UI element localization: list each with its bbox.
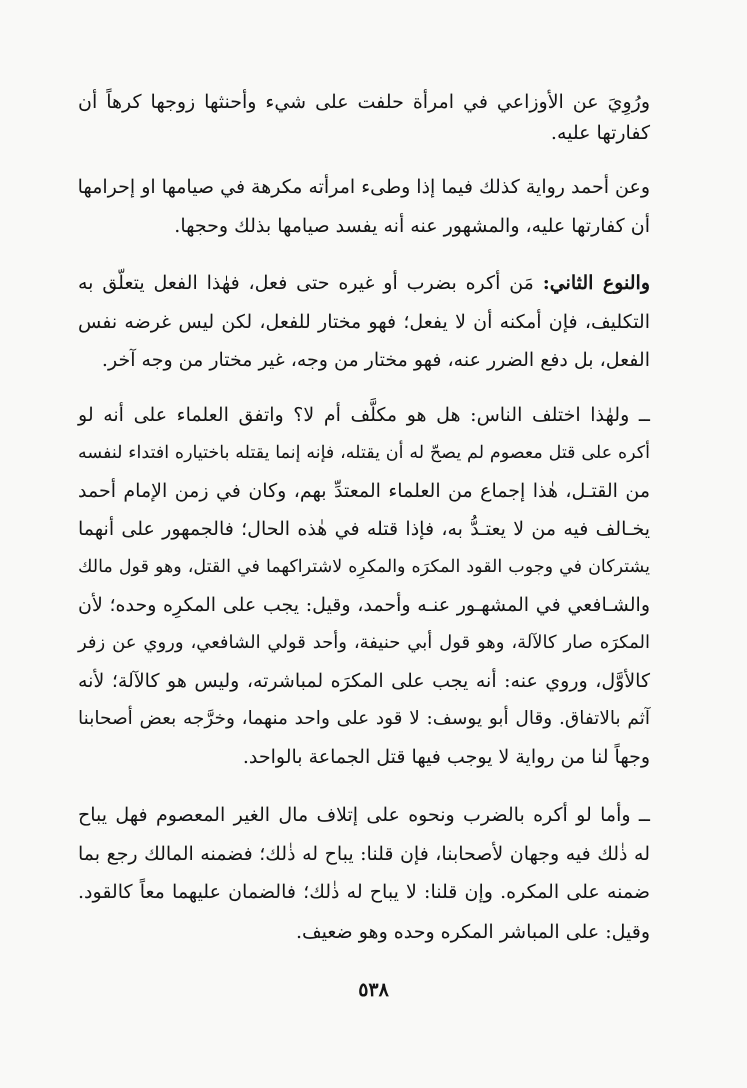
text-line: كفارتها عليه.	[550, 122, 650, 144]
text-line: التكليف، فإن أمكنه أن لا يفعل؛ فهو مختار للفعل، لكن ليس غرضه نفس	[78, 311, 650, 333]
text-line: المكرَه صار كالآلة، وهو قول أبي حنيفة، وأحد قولي الشافعي، وروي عن زفر	[78, 632, 650, 653]
text-line: والشـافعي في المشهـور عنـه وأحمد، وقيل: يجب على المكرِه وحده؛ لأن	[78, 594, 650, 616]
text-line: آثم بالاتفاق. وقال أبو يوسف: لا قود على واحد منهما، وخرَّجه بعض أصحابنا	[78, 708, 650, 729]
text-line: له ذٰلك فيه وجهان لأصحابنا، فإن قلنا: يباح له ذٰلك؛ فضمنه المالك رجع بما	[78, 843, 650, 865]
text-line: ــ ولهٰذا اختلف الناس: هل هو مكلَّف أم لا؟ واتفق العلماء على أنه لو	[78, 404, 650, 426]
text-line: من القتـل، هٰذا إجماع من العلماء المعتدِّ بهم، وكان في زمن الإمام أحمد	[78, 480, 650, 502]
page-number: ٥٣٨	[358, 979, 389, 1001]
text-line: يشتركان في وجوب القود المكرَه والمكرِه لاشتراكهما في القتل، وهو قول مالك	[78, 557, 650, 577]
text-line: ــ وأما لو أكره بالضرب ونحوه على إتلاف مال الغير المعصوم فهل يباح	[78, 804, 650, 826]
section-heading: والنوع الثاني:	[542, 272, 650, 294]
text-line: كالأوَّل، وروي عنه: أنه يجب على المكرَه لمباشرته، وليس هو كالآلة؛ لأنه	[78, 670, 650, 692]
text-line: الفعل، بل دفع الضرر عنه، فهو مختار من وجه، غير مختار من وجه آخر.	[101, 349, 650, 371]
text-line: ضمنه على المكره. وإن قلنا: لا يباح له ذٰلك؛ فالضمان عليهما معاً كالقود.	[78, 881, 650, 903]
text-line: ورُوِيَ عن الأوزاعي في امرأة حلفت على شيء وأحنثها زوجها كرهاً أن	[78, 91, 650, 113]
text-line: وعن أحمد رواية كذلك فيما إذا وطىء امرأته مكرهة في صيامها او إحرامها	[77, 176, 650, 198]
text-segment: مَن أكره بضرب أو غيره حتى فعل، فهٰذا الفعل يتعلّق به	[78, 272, 543, 294]
text-line: وقيل: على المباشر المكره وحده وهو ضعيف.	[295, 921, 650, 943]
text-line: يخـالف فيه من لا يعتـدُّ به، فإذا قتله في هٰذه الحال؛ فالجمهور على أنهما	[78, 518, 650, 540]
text-line: أكره على قتل معصوم لم يصحّ له أن يقتله، فإنه إنما يقتله باختياره افتداء لنفسه	[78, 443, 650, 463]
text-line: وجهاً لنا من رواية لا يوجب فيها قتل الجماعة بالواحد.	[242, 746, 650, 768]
text-line: أن كفارتها عليه، والمشهور عنه أنه يفسد صيامها بذلك وحجها.	[174, 215, 650, 237]
text-line	[78, 268, 650, 298]
